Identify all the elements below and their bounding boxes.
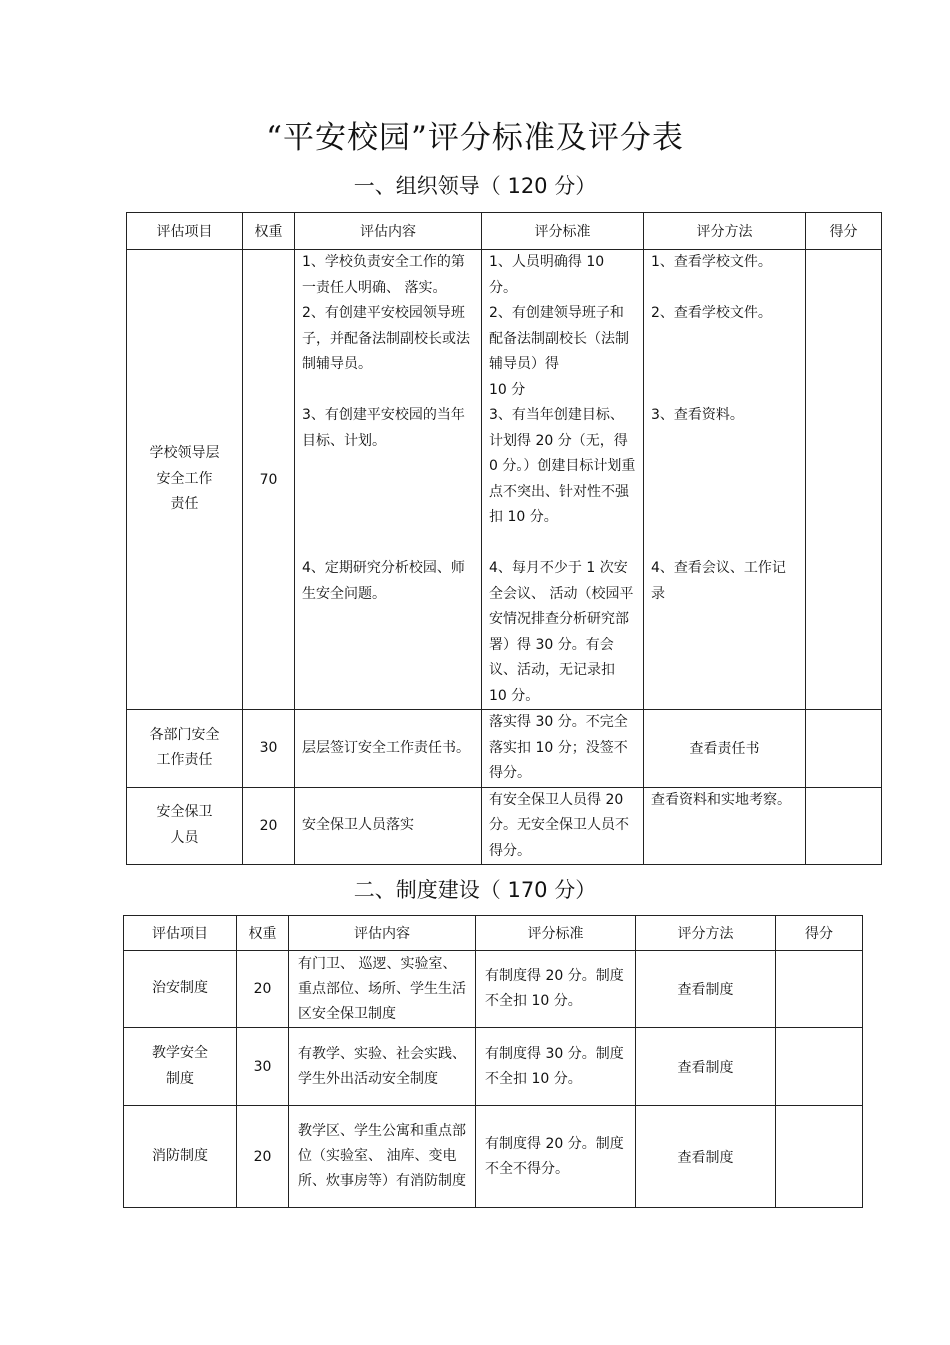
row-method xyxy=(644,250,806,710)
page-title: “平安校园”评分标准及评分表 xyxy=(266,120,684,156)
content-block-4: 4、定期研究分析校园、师生安全问题。 xyxy=(302,560,465,602)
header-method: 评分方法 xyxy=(644,213,806,250)
row-item: 学校领导层 安全工作 责任 xyxy=(127,250,243,710)
standard-block-1: 1、人员明确得 10 分。 xyxy=(489,254,605,296)
method-block-4: 4、查看会议、工作记录 xyxy=(651,560,786,602)
row-content: 有教学、实验、社会实践、学生外出活动安全制度 xyxy=(289,1028,476,1106)
standard-block-4: 4、每月不少于 1 次安全会议、 活动（校园平安情况排查分析研究部署）得 30 分。有会议、活动，无记录扣 10 分。 xyxy=(489,560,634,704)
content-block-1: 1、学校负责安全工作的第一责任人明确、 落实。 xyxy=(302,254,465,296)
row-item: 各部门安全 工作责任 xyxy=(127,710,243,788)
row-weight: 20 xyxy=(243,787,295,865)
row-score xyxy=(776,1028,863,1106)
header-weight: 权重 xyxy=(237,916,289,951)
row-item: 消防制度 xyxy=(124,1106,237,1208)
header-method: 评分方法 xyxy=(636,916,776,951)
row-method: 查看制度 xyxy=(636,1106,776,1208)
method-block-3: 3、查看资料。 xyxy=(651,407,744,423)
row-standard: 有制度得 30 分。制度不全扣 10 分。 xyxy=(476,1028,636,1106)
row-item: 治安制度 xyxy=(124,951,237,1028)
table-header-row xyxy=(127,213,882,250)
row-content xyxy=(295,250,482,710)
row-weight: 20 xyxy=(237,951,289,1028)
row-method: 查看制度 xyxy=(636,951,776,1028)
row-method: 查看制度 xyxy=(636,1028,776,1106)
row-score xyxy=(806,250,882,710)
content-block-2: 2、有创建平安校园领导班子，并配备法制副校长或法制辅导员。 xyxy=(302,305,470,372)
row-weight: 30 xyxy=(237,1028,289,1106)
header-standard: 评分标准 xyxy=(482,213,644,250)
row-method: 查看资料和实地考察。 xyxy=(644,787,806,865)
row-score xyxy=(776,1106,863,1208)
method-block-1: 1、查看学校文件。 xyxy=(651,254,772,270)
table-row xyxy=(124,1028,863,1106)
row-score xyxy=(806,710,882,788)
row-score xyxy=(776,951,863,1028)
row-method: 查看责任书 xyxy=(644,710,806,788)
row-content: 教学区、学生公寓和重点部位（实验室、 油库、变电所、炊事房等）有消防制度 xyxy=(289,1106,476,1208)
row-standard: 有制度得 20 分。制度不全不得分。 xyxy=(476,1106,636,1208)
row-standard: 落实得 30 分。不完全落实扣 10 分；没签不得分。 xyxy=(482,710,644,788)
row-item: 教学安全 制度 xyxy=(124,1028,237,1106)
table-header-row xyxy=(124,916,863,951)
header-weight: 权重 xyxy=(243,213,295,250)
table-row xyxy=(127,250,882,710)
standard-block-3: 3、有当年创建目标、计划得 20 分（无，得 0 分。）创建目标计划重点不突出、针对性不强扣 10 分。 xyxy=(489,407,636,525)
header-standard: 评分标准 xyxy=(476,916,636,951)
row-content: 层层签订安全工作责任书。 xyxy=(295,710,482,788)
row-standard xyxy=(482,250,644,710)
section-heading-regulations: 二、制度建设（ 170 分） xyxy=(353,878,597,902)
row-weight: 30 xyxy=(243,710,295,788)
header-score: 得分 xyxy=(806,213,882,250)
row-content: 有门卫、 巡逻、实验室、重点部位、场所、学生生活区安全保卫制度 xyxy=(289,951,476,1028)
row-score xyxy=(806,787,882,865)
organization-table xyxy=(126,212,882,865)
content-block-3: 3、有创建平安校园的当年目标、计划。 xyxy=(302,407,465,449)
row-standard: 有安全保卫人员得 20 分。无安全保卫人员不得分。 xyxy=(482,787,644,865)
table-row xyxy=(124,1106,863,1208)
table-row xyxy=(127,710,882,788)
header-score: 得分 xyxy=(776,916,863,951)
header-item: 评估项目 xyxy=(127,213,243,250)
table-row xyxy=(127,787,882,865)
standard-block-2: 2、有创建领导班子和配备法制副校长（法制辅导员）得 10 分 xyxy=(489,305,629,398)
header-content: 评估内容 xyxy=(289,916,476,951)
header-content: 评估内容 xyxy=(295,213,482,250)
method-block-2: 2、查看学校文件。 xyxy=(651,305,772,321)
row-item: 安全保卫 人员 xyxy=(127,787,243,865)
section-heading-organization: 一、组织领导（ 120 分） xyxy=(353,174,597,198)
header-item: 评估项目 xyxy=(124,916,237,951)
row-standard: 有制度得 20 分。制度不全扣 10 分。 xyxy=(476,951,636,1028)
row-content: 安全保卫人员落实 xyxy=(295,787,482,865)
table-row xyxy=(124,951,863,1028)
row-weight: 70 xyxy=(243,250,295,710)
row-weight: 20 xyxy=(237,1106,289,1208)
regulations-table xyxy=(123,915,863,1208)
